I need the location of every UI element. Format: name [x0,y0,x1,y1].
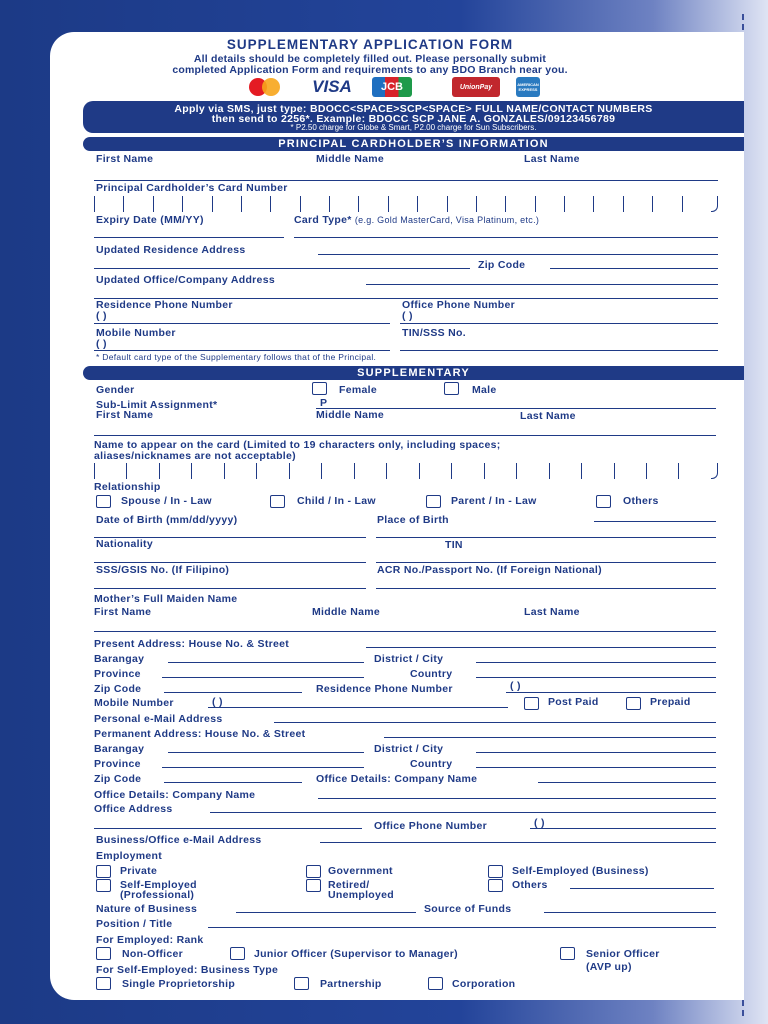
partnership-checkbox[interactable] [294,977,309,990]
zip-label: Zip Code [94,683,142,695]
mobile-supp-paren: ( ) [212,696,223,708]
principal-first-name-label: First Name [96,153,154,165]
district-field[interactable] [476,662,716,663]
principal-zip-label: Zip Code [478,259,526,271]
maiden-first-label: First Name [94,606,152,618]
sms-banner [83,101,744,133]
child-checkbox[interactable] [270,495,285,508]
perm-zip-label: Zip Code [94,773,142,785]
sub-limit-label: Sub-Limit Assignment* [96,399,218,411]
card-number-label: Principal Cardholder’s Card Number [96,182,288,194]
gender-label: Gender [96,384,135,396]
parent-label: Parent / In - Law [451,495,537,507]
others-employment-field[interactable] [570,888,714,889]
government-label: Government [328,865,393,877]
office-address-supp-field-2[interactable] [94,828,362,829]
nationality-field[interactable] [94,562,366,563]
maiden-name-field[interactable] [94,631,716,632]
office-phone-field[interactable] [400,323,718,324]
office-phone-paren: ( ) [402,310,413,322]
post-paid-label: Post Paid [548,696,599,708]
spouse-checkbox[interactable] [96,495,111,508]
province-field[interactable] [162,677,364,678]
principal-footnote: * Default card type of the Supplementary follows that of the Principal. [96,352,377,362]
self-employed-business-label: Self-Employed (Business) [512,865,649,877]
retired-checkbox[interactable] [306,879,321,892]
principal-name-field[interactable] [94,180,718,181]
pob-field-1[interactable] [594,521,716,522]
male-checkbox[interactable] [444,382,459,395]
business-email-field[interactable] [320,842,716,843]
retired-label-1: Retired/ [328,879,370,891]
corporation-label: Corporation [452,978,516,990]
junior-officer-label: Junior Officer (Supervisor to Manager) [254,948,458,960]
others-employment-checkbox[interactable] [488,879,503,892]
principal-heading: PRINCIPAL CARDHOLDER’S INFORMATION [278,138,549,150]
tin-label: TIN [445,539,463,551]
spouse-label: Spouse / In - Law [121,495,212,507]
mobile-label: Mobile Number [96,327,176,339]
maiden-name-label: Mother’s Full Maiden Name [94,593,238,605]
dob-label: Date of Birth (mm/dd/yyyy) [96,514,238,526]
supp-middle-name-label: Middle Name [316,409,385,421]
email-field[interactable] [274,722,716,723]
perm-province-label: Province [94,758,141,770]
self-employed-business-checkbox[interactable] [488,865,503,878]
visa-logo: VISA [312,77,352,96]
card-type-field[interactable] [294,237,718,238]
card-name-label-1: Name to appear on the card (Limited to 19 characters only, including spaces; [94,439,501,451]
employment-label: Employment [96,850,163,862]
principal-last-name-label: Last Name [524,153,580,165]
perm-district-field[interactable] [476,752,716,753]
card-number-boxes[interactable] [94,196,718,212]
supplementary-heading-bar [83,366,744,380]
residence-address-field[interactable] [318,254,718,255]
office-phone-label: Office Phone Number [402,299,516,311]
card-name-label-2: aliases/nicknames are not acceptable) [94,450,296,462]
office-phone-supp-label: Office Phone Number [374,820,488,832]
country-field[interactable] [476,677,716,678]
jcb-logo: JCB [372,77,412,97]
res-phone-field[interactable] [506,692,716,693]
application-form [50,32,744,1000]
nationality-label: Nationality [96,538,153,550]
position-label: Position / Title [96,918,173,930]
tin-field[interactable] [376,562,716,563]
residence-phone-label: Residence Phone Number [96,299,233,311]
pob-label: Place of Birth [377,514,449,526]
mobile-field[interactable] [94,350,390,351]
child-label: Child / In - Law [297,495,376,507]
permanent-address-label: Permanent Address: House No. & Street [94,728,306,740]
sss-label: SSS/GSIS No. (If Filipino) [96,564,230,576]
self-employed-prof-label-1: Self-Employed [120,879,197,891]
private-label: Private [120,865,158,877]
residence-phone-paren: ( ) [96,310,107,322]
principal-zip-field[interactable] [550,268,718,269]
residence-phone-field[interactable] [94,323,390,324]
principal-middle-name-label: Middle Name [316,153,385,165]
barangay-label: Barangay [94,653,145,665]
supp-last-name-label: Last Name [520,410,576,422]
sss-field[interactable] [94,588,366,589]
res-phone-label: Residence Phone Number [316,683,453,695]
female-checkbox[interactable] [312,382,327,395]
residence-address-field-2[interactable] [94,268,470,269]
supp-name-field[interactable] [94,435,716,436]
senior-officer-label-2: (AVP up) [586,961,632,973]
source-funds-label: Source of Funds [424,903,512,915]
district-label: District / City [374,653,444,665]
expiry-label: Expiry Date (MM/YY) [96,214,204,226]
sms-line-1: Apply via SMS, just type: BDOCC<SPACE>SCP<SPACE> FULL NAME/CONTACT NUMBERS [174,103,653,115]
post-paid-checkbox[interactable] [524,697,539,710]
private-checkbox[interactable] [96,865,111,878]
country-label: Country [410,668,453,680]
card-name-boxes[interactable] [94,463,718,479]
office-phone-supp-paren: ( ) [534,817,545,829]
partnership-label: Partnership [320,978,382,990]
prepaid-checkbox[interactable] [626,697,641,710]
res-phone-paren: ( ) [510,680,521,692]
email-label: Personal e-Mail Address [94,713,223,725]
sole-proprietorship-checkbox[interactable] [96,977,111,990]
sms-note: * P2.50 charge for Globe & Smart, P2.00 charge for Sun Subscribers. [290,123,537,132]
business-email-label: Business/Office e-Mail Address [96,834,262,846]
acr-field[interactable] [376,588,716,589]
junior-officer-checkbox[interactable] [230,947,245,960]
peso-sign: P [320,397,328,409]
others-relationship-checkbox[interactable] [596,495,611,508]
pob-field-2[interactable] [376,537,716,538]
expiry-field[interactable] [94,237,284,238]
principal-heading-bar [83,137,744,151]
parent-checkbox[interactable] [426,495,441,508]
self-employed-prof-checkbox[interactable] [96,879,111,892]
source-funds-field[interactable] [544,912,716,913]
office-address-supp-field[interactable] [210,812,716,813]
permanent-address-field[interactable] [384,737,716,738]
office-phone-supp-field[interactable] [530,828,716,829]
female-label: Female [339,384,377,396]
unionpay-logo: UnionPay [452,77,500,97]
perm-country-label: Country [410,758,453,770]
amex-logo: AMERICAN EXPRESS [516,77,540,97]
corporation-checkbox[interactable] [428,977,443,990]
position-field[interactable] [208,927,716,928]
relationship-label: Relationship [94,481,161,493]
card-type-label: Card Type* (e.g. Gold MasterCard, Visa Platinum, etc.) [294,214,540,226]
others-relationship-label: Others [623,495,659,507]
mobile-supp-field[interactable] [208,707,508,708]
company-name-field[interactable] [318,798,716,799]
sms-line-2: then send to 2256*. Example: BDOCC SCP JANE A. GONZALES/09123456789 [211,113,616,125]
instructions-line-1: All details should be completely filled out. Please personally submit [193,53,547,65]
company-name-field-inline[interactable] [538,782,716,783]
tin-sss-label: TIN/SSS No. [402,327,466,339]
non-officer-checkbox[interactable] [96,947,111,960]
present-address-field[interactable] [366,647,716,648]
mobile-supp-label: Mobile Number [94,697,174,709]
government-checkbox[interactable] [306,865,321,878]
perm-country-field[interactable] [476,767,716,768]
male-label: Male [472,384,497,396]
non-officer-label: Non-Officer [122,948,184,960]
retired-label-2: Unemployed [328,889,395,901]
prepaid-label: Prepaid [650,696,691,708]
company-name-label-inline: Office Details: Company Name [316,773,478,785]
business-type-label: For Self-Employed: Business Type [96,964,279,976]
supp-first-name-label: First Name [96,409,154,421]
mobile-paren: ( ) [96,338,107,350]
company-name-label: Office Details: Company Name [94,789,256,801]
rank-label: For Employed: Rank [96,934,204,946]
nature-business-field[interactable] [236,912,416,913]
perm-district-label: District / City [374,743,444,755]
others-employment-label: Others [512,879,548,891]
form-title: SUPPLEMENTARY APPLICATION FORM [226,37,514,52]
senior-officer-label-1: Senior Officer [586,948,660,960]
maiden-middle-label: Middle Name [312,606,381,618]
instructions-line-2: completed Application Form and requirements to any BDO Branch near you. [172,64,568,76]
office-address-field[interactable] [366,284,718,285]
tin-sss-field[interactable] [400,350,718,351]
supplementary-heading: SUPPLEMENTARY [357,367,470,379]
mastercard-logo [238,77,292,97]
nature-business-label: Nature of Business [96,903,198,915]
barangay-field[interactable] [168,662,364,663]
sole-proprietorship-label: Single Proprietorship [122,978,236,990]
self-employed-prof-label-2: (Professional) [120,889,195,901]
perm-barangay-label: Barangay [94,743,145,755]
acr-label: ACR No./Passport No. (If Foreign National) [377,564,602,576]
zip-field[interactable] [164,692,302,693]
senior-officer-checkbox[interactable] [560,947,575,960]
present-address-label: Present Address: House No. & Street [94,638,290,650]
perm-province-field[interactable] [162,767,364,768]
office-address-supp-label: Office Address [94,803,173,815]
province-label: Province [94,668,141,680]
perm-zip-field[interactable] [164,782,302,783]
residence-address-label: Updated Residence Address [96,244,246,256]
office-address-label: Updated Office/Company Address [96,274,275,286]
perm-barangay-field[interactable] [168,752,364,753]
maiden-last-label: Last Name [524,606,580,618]
